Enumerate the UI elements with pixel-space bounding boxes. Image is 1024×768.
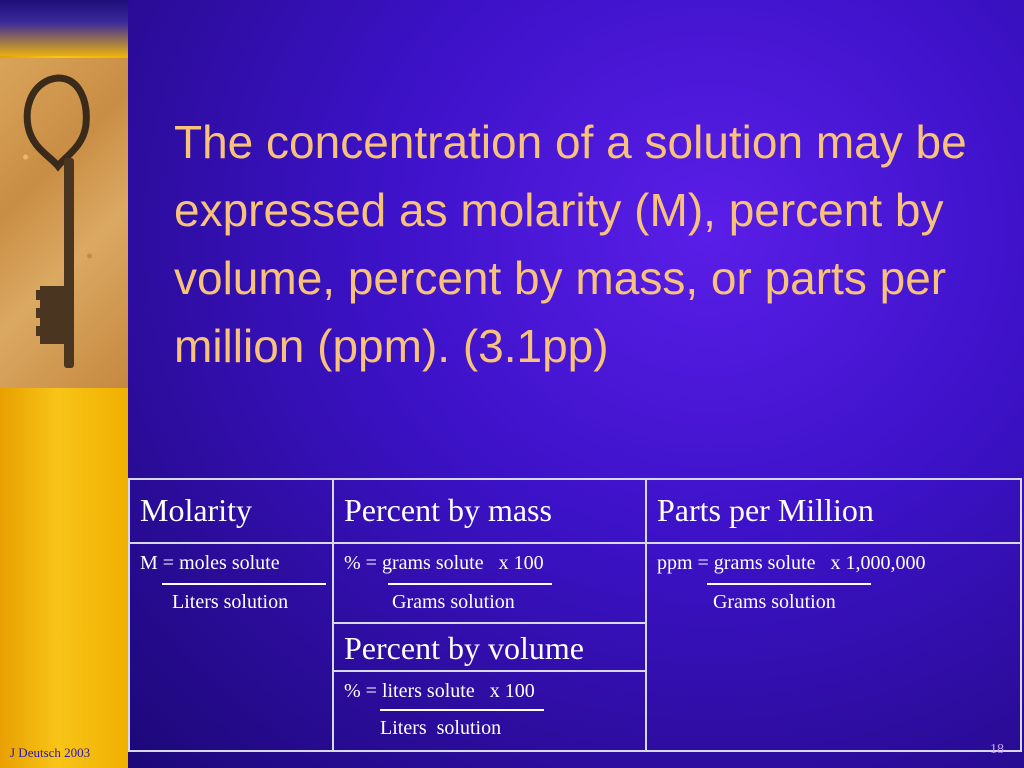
header-percent-mass: Percent by mass [333, 479, 646, 543]
percent-mass-denominator: Grams solution [392, 591, 515, 613]
percent-volume-numerator: % = liters solute x 100 [344, 680, 535, 702]
header-percent-volume: Percent by volume [333, 623, 646, 671]
slide-number: 18 [990, 742, 1004, 757]
molarity-numerator: M = moles solute [140, 552, 280, 574]
molarity-formula [129, 543, 333, 751]
ppm-numerator: ppm = grams solute x 1,000,000 [656, 552, 926, 574]
ppm-formula [646, 543, 1021, 751]
percent-mass-numerator: % = grams solute x 100 [344, 552, 544, 574]
percent-volume-formula [333, 671, 646, 751]
concentration-table [128, 478, 1022, 752]
ppm-denominator: Grams solution [712, 591, 836, 613]
key-image [0, 58, 128, 388]
key-icon [0, 58, 128, 388]
percent-mass-formula [333, 543, 646, 623]
percent-volume-denominator: Liters solution [380, 717, 502, 739]
footer-author: J Deutsch 2003 [10, 745, 91, 760]
header-molarity: Molarity [129, 479, 333, 543]
slide-title: The concentration of a solution may be expressed as molarity (M), percent by volume, percent by mass, or parts per million (ppm). (3.1pp) [174, 116, 967, 372]
sidebar-top-gradient [0, 0, 128, 56]
header-ppm: Parts per Million [646, 479, 1021, 543]
sidebar [0, 0, 128, 768]
molarity-denominator: Liters solution [172, 591, 289, 613]
